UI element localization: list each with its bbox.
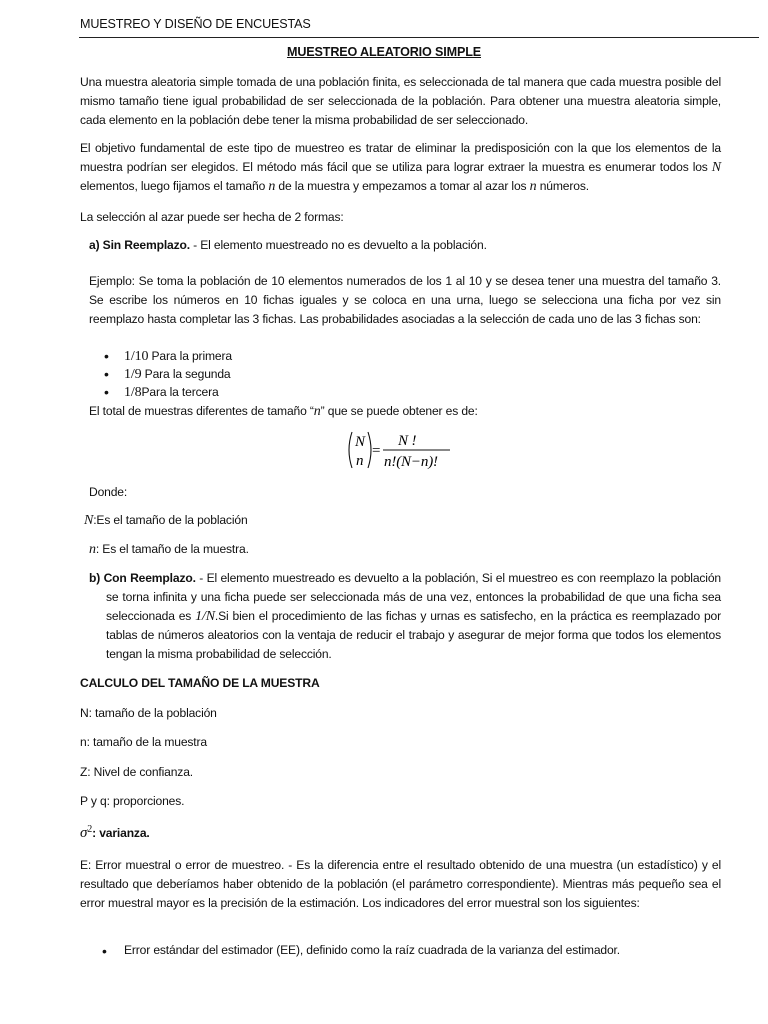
example-paragraph: Ejemplo: Se toma la población de 10 elementos numerados de los 1 al 10 y se desea tener una muestra del tamaño 3. Se escribe los números en 10 fichas iguales y se coloca en una urna, luego se selecciona una ficha por vez sin reemplazo hasta completar las 3 fichas. Las probabilidades asociadas a la selección de cada uno de las 3 fichas son:: [89, 274, 721, 326]
def-confidence: Z: Nivel de confianza.: [80, 765, 193, 779]
fraction-numerator: N !: [398, 433, 417, 449]
math-n: n: [529, 179, 537, 194]
header-rule: [79, 37, 759, 38]
math-N: N: [711, 160, 721, 175]
donde-label: Donde:: [89, 485, 128, 499]
section-title: MUESTREO ALEATORIO SIMPLE: [286, 45, 482, 59]
error-paragraph: E: Error muestral o error de muestreo. - Es la diferencia entre el resultado obtenido de una muestra (un estadístico) y el resultado que deberíamos haber obtenido de la población (el parámetro correspondiente). Mientras más pequeño sea el error muestral mayor es la precisión de la estimación. Los indicadores del error muestral son los siguientes:: [80, 858, 721, 910]
item-b-label: b) Con Reemplazo.: [89, 571, 196, 585]
item-a-label: a) Sin Reemplazo.: [89, 238, 190, 252]
standard-error-text: Error estándar del estimador (EE), definido como la raíz cuadrada de la varianza del estimador.: [124, 943, 620, 957]
intro-paragraph: Una muestra aleatoria simple tomada de una población finita, es seleccionada de tal manera que cada muestra posible del mismo tamaño tiene igual probabilidad de ser seleccionada de la población. Para obtener una muestra aleatoria simple, cada elemento en la población debe tener la misma probabilidad de ser seleccionado.: [80, 75, 721, 127]
bullet-icon: •: [102, 943, 107, 959]
list-item: • 1/9 Para la segunda: [104, 366, 231, 382]
def-proportions: P y q: proporciones.: [80, 794, 185, 808]
definition-n: n: Es el tamaño de la muestra.: [89, 542, 249, 557]
list-item: • 1/10 Para la primera: [104, 348, 232, 364]
def-sample-size: n: tamaño de la muestra: [80, 735, 207, 749]
objective-paragraph: El objetivo fundamental de este tipo de muestreo es tratar de eliminar la predisposición con la que los elementos de la muestra podrían ser elegidos. El método más fácil que se utiliza para lograr extraer la muestra es enumerar todos los N elementos, luego fijamos el tamaño n de la muestra y empezamos a tomar al azar los n números.: [80, 141, 721, 194]
def-variance: $\sigma^2$: varianza.: [80, 824, 150, 842]
probability-list: [104, 347, 232, 401]
calc-section-title: CALCULO DEL TAMAÑO DE LA MUESTRA: [80, 676, 320, 690]
definition-N: N:Es el tamaño de la población: [84, 513, 248, 528]
list-item: • 1/8Para la tercera: [104, 384, 219, 400]
equals-sign: =: [372, 443, 381, 459]
def-population-size: N: tamaño de la población: [80, 706, 217, 720]
binom-top: N: [355, 434, 365, 450]
bullet-icon: •: [104, 384, 109, 400]
binom-bottom: n: [356, 453, 364, 469]
total-samples-text: El total de muestras diferentes de tamaño “n” que se puede obtener es de:: [89, 404, 478, 419]
item-b: b) Con Reemplazo. - El elemento muestreado es devuelto a la población, Si el muestreo es con reemplazo la población se torna infinita y una ficha puede ser seleccionada más de una vez, entonces la probabilidad de que una ficha sea seleccionada es 1/N.Si bien el procedimiento de las fichas y urnas es satisfecho, en la práctica es reemplazado por tablas de números aleatorios con la ventaja de reducir el trabajo y asegurar de mejor forma que todos los elementos tengan la misma probabilidad de selección.: [89, 571, 721, 661]
running-header: MUESTREO Y DISEÑO DE ENCUESTAS: [80, 17, 311, 31]
math-n: n: [268, 179, 276, 194]
item-a: a) Sin Reemplazo. - El elemento muestreado no es devuelto a la población.: [89, 238, 487, 252]
fraction-denominator: n!(N−n)!: [384, 454, 438, 470]
bullet-icon: •: [104, 348, 109, 364]
bullet-icon: •: [104, 366, 109, 382]
combination-formula: [346, 428, 466, 476]
selection-paragraph: La selección al azar puede ser hecha de 2 formas:: [80, 210, 344, 224]
